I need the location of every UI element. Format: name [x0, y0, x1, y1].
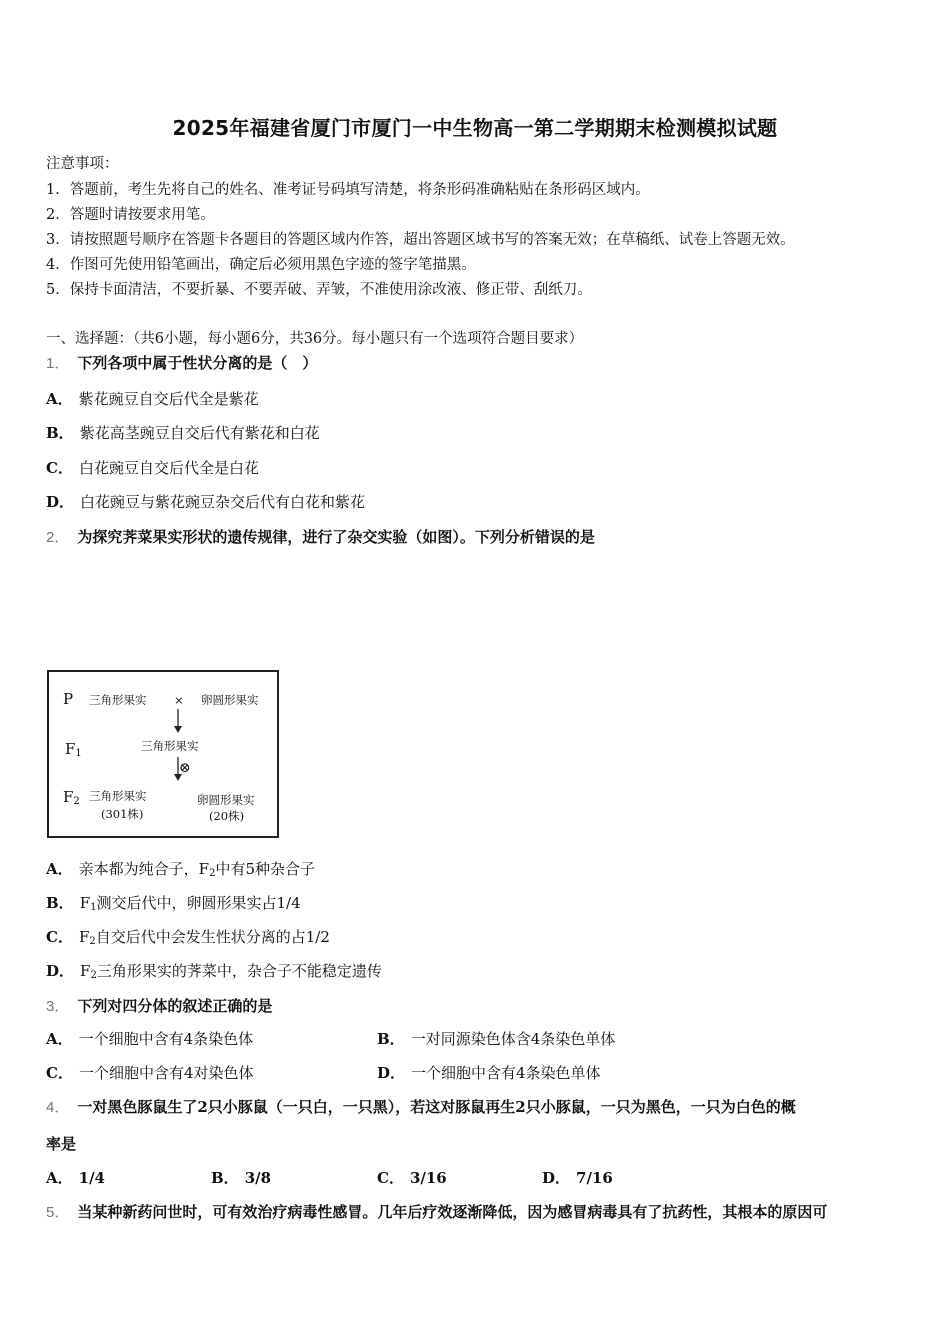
notice-item: 5．保持卡面清洁，不要折暴、不要弄破、弄皱，不准使用涂改液、修正带、刮纸刀。	[46, 282, 592, 298]
p-right-phenotype: 卵圆形果实	[201, 693, 259, 707]
q4-option-d[interactable]: D． 7/16	[542, 1169, 613, 1187]
question-text: 下列各项中属于性状分离的是（ ）	[77, 354, 318, 372]
question-3	[46, 995, 272, 1016]
notice-item: 1．答题前，考生先将自己的姓名、准考证号码填写清楚，将条形码准确粘贴在条形码区域内。	[46, 182, 650, 198]
question-1	[46, 352, 317, 373]
question-number: 5．	[46, 1204, 70, 1221]
q1-option-d[interactable]: D． 白花豌豆与紫花豌豆杂交后代有白花和紫花	[46, 493, 366, 511]
question-2	[46, 526, 595, 547]
cross-symbol: ×	[174, 693, 184, 707]
q4-option-b[interactable]: B． 3/8	[211, 1169, 272, 1187]
p-left-phenotype: 三角形果实	[89, 693, 147, 707]
question-text: 下列对四分体的叙述正确的是	[77, 997, 273, 1015]
question-text: 为探究荠菜果实形状的遗传规律，进行了杂交实验（如图）。下列分析错误的是	[77, 528, 595, 546]
q1-option-a[interactable]: A． 紫花豌豆自交后代全是紫花	[46, 390, 259, 408]
arrow-down-icon	[171, 708, 185, 734]
q2-option-a[interactable]: A． 亲本都为纯合子，$F_2$中有5种杂合子	[46, 860, 315, 879]
cross-experiment-figure	[47, 670, 279, 838]
q4-option-a[interactable]: A． 1/4	[46, 1169, 105, 1187]
q2-option-c[interactable]: C． $F_2$自交后代中会发生性状分离的占1/2	[46, 928, 330, 947]
question-text: 一对黑色豚鼠生了2只小豚鼠（一只白，一只黑），若这对豚鼠再生2只小豚鼠，一只为黑色，一只为白色的概	[77, 1098, 796, 1116]
q3-option-b[interactable]: B． 一对同源染色体含4条染色单体	[377, 1030, 616, 1048]
notice-item: 4．作图可先使用铅笔画出，确定后必须用黑色字迹的签字笔描黑。	[46, 257, 476, 273]
q2-option-d[interactable]: D． $F_2$三角形果实的荠菜中，杂合子不能稳定遗传	[46, 962, 382, 981]
f1-generation-label: $F_1$	[65, 740, 82, 759]
q3-option-c[interactable]: C． 一个细胞中含有4对染色体	[46, 1064, 254, 1082]
notice-item: 2．答题时请按要求用笔。	[46, 207, 215, 223]
f1-phenotype: 三角形果实	[141, 739, 199, 753]
selfing-symbol: ⊗	[179, 760, 191, 776]
question-number: 1．	[46, 355, 70, 372]
f2-left-phenotype: 三角形果实	[89, 789, 147, 803]
f2-right-phenotype: 卵圆形果实	[197, 793, 255, 807]
f2-generation-label: $F_2$	[63, 788, 80, 807]
f2-right-count: (20株)	[209, 809, 245, 823]
f2-left-count: (301株)	[101, 807, 144, 821]
question-5	[46, 1201, 827, 1222]
page-title: 2025年福建省厦门市厦门一中生物高一第二学期期末检测模拟试题	[172, 116, 778, 140]
question-4-continued: 率是	[46, 1135, 77, 1153]
notice-heading: 注意事项：	[46, 156, 119, 172]
question-4	[46, 1096, 796, 1117]
q2-option-b[interactable]: B． $F_1$测交后代中，卵圆形果实占1/4	[46, 894, 301, 913]
question-number: 4．	[46, 1099, 70, 1116]
question-number: 2．	[46, 529, 70, 546]
q3-option-d[interactable]: D． 一个细胞中含有4条染色单体	[377, 1064, 601, 1082]
q1-option-b[interactable]: B． 紫花高茎豌豆自交后代有紫花和白花	[46, 424, 320, 442]
q1-option-c[interactable]: C． 白花豌豆自交后代全是白花	[46, 459, 259, 477]
question-number: 3．	[46, 998, 70, 1015]
question-text: 当某种新药问世时，可有效治疗病毒性感冒。几年后疗效逐渐降低，因为感冒病毒具有了抗药性，其根本的原因可	[77, 1203, 828, 1221]
notice-item: 3．请按照题号顺序在答题卡各题目的答题区域内作答，超出答题区域书写的答案无效；在草稿纸、试卷上答题无效。	[46, 232, 795, 248]
p-generation-label: P	[63, 690, 74, 708]
q3-option-a[interactable]: A． 一个细胞中含有4条染色体	[46, 1030, 254, 1048]
section-heading: 一、选择题：（共6小题，每小题6分，共36分。每小题只有一个选项符合题目要求）	[46, 331, 584, 347]
q4-option-c[interactable]: C． 3/16	[377, 1169, 447, 1187]
